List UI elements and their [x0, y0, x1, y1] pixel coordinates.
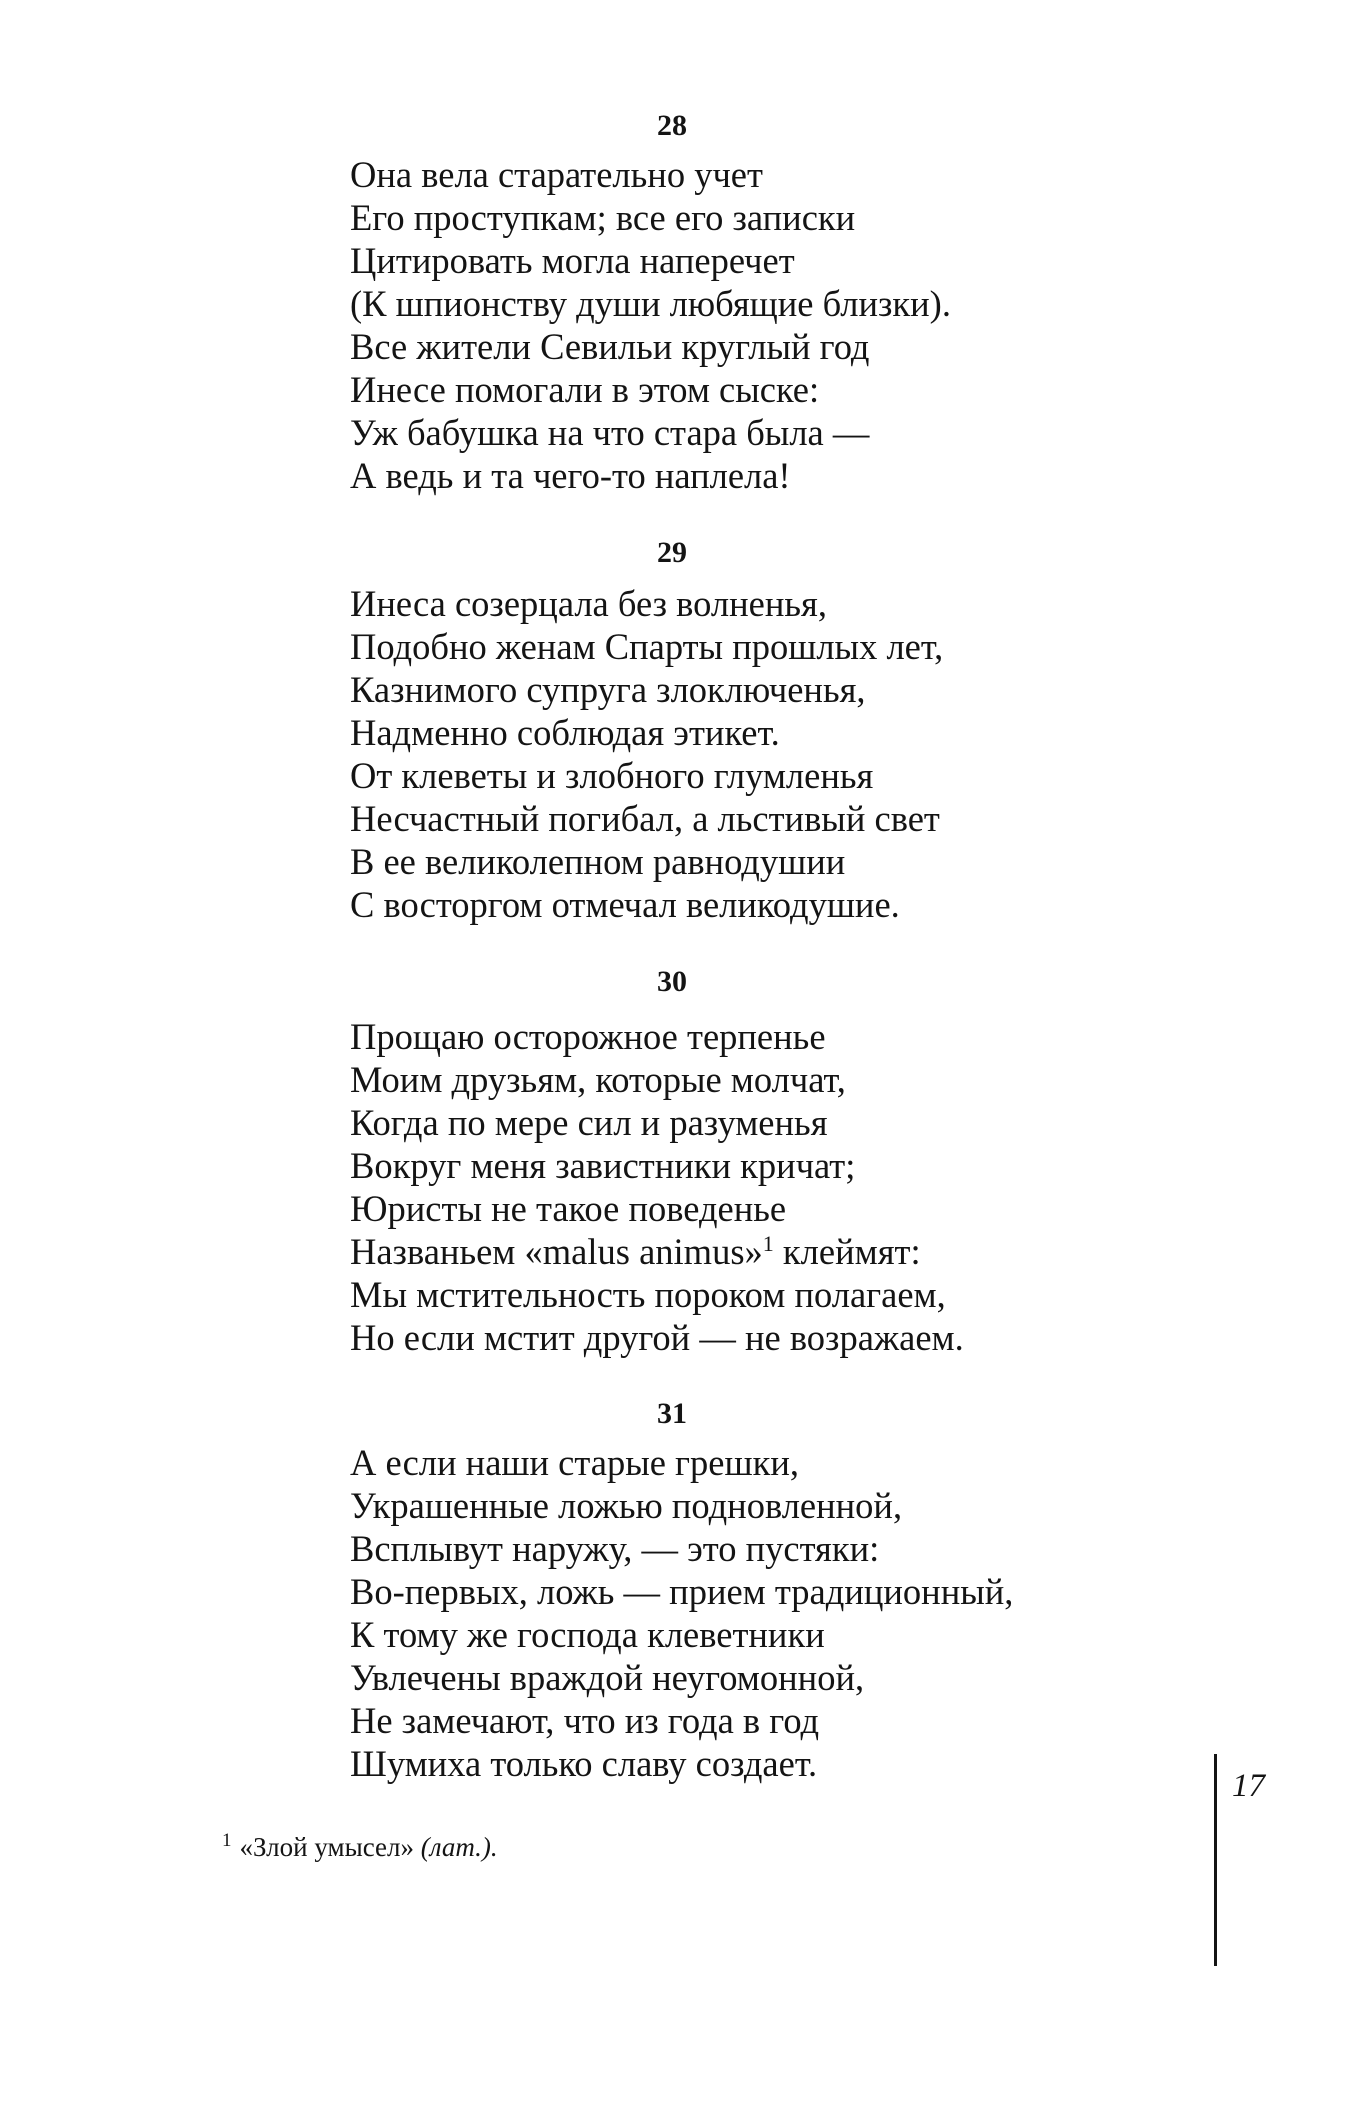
- verse-line: Шумиха только славу создает.: [350, 1743, 818, 1784]
- verse-line: (К шпионству души любящие близки).: [350, 283, 951, 324]
- stanza-31: [350, 1441, 1013, 1785]
- footnote-language-note: (лат.).: [420, 1832, 498, 1862]
- verse-line: Мы мстительность пороком полагаем,: [350, 1274, 946, 1315]
- stanza-number: 29: [657, 536, 687, 569]
- verse-line: Юристы не такое поведенье: [350, 1188, 787, 1229]
- stanza-28: [350, 153, 951, 497]
- verse-line: Но если мстит другой — не возражаем.: [350, 1317, 964, 1358]
- verse-line: От клеветы и злобного глумленья: [350, 755, 874, 796]
- verse-line: Не замечают, что из года в год: [350, 1700, 820, 1741]
- stanza-30: [350, 1015, 964, 1359]
- verse-line-tail: клеймят:: [773, 1231, 921, 1272]
- verse-line: Всплывут наружу, — это пустяки:: [350, 1528, 880, 1569]
- verse-line: Моим друзьям, которые молчат,: [350, 1059, 846, 1100]
- verse-line: Уж бабушка на что стара была —: [350, 412, 870, 453]
- footnote: [222, 1830, 498, 1864]
- verse-line: С восторгом отмечал великодушие.: [350, 884, 900, 925]
- verse-line: Она вела старательно учет: [350, 154, 763, 195]
- footnote-marker: 1: [222, 1830, 232, 1851]
- verse-line: Вокруг меня завистники кричат;: [350, 1145, 856, 1186]
- verse-line: Подобно женам Спарты прошлых лет,: [350, 626, 944, 667]
- verse-line: Во-первых, ложь — прием традиционный,: [350, 1571, 1014, 1612]
- verse-line: Инесе помогали в этом сыске:: [350, 369, 820, 410]
- page-number: 17: [1232, 1768, 1265, 1804]
- verse-line: А ведь и та чего-то наплела!: [350, 455, 791, 496]
- verse-line-text: Названьем «malus animus»: [350, 1231, 763, 1272]
- verse-line: Цитировать могла наперечет: [350, 240, 795, 281]
- stanza-number: 31: [657, 1397, 687, 1430]
- stanza-number: 28: [657, 109, 687, 142]
- verse-line: Надменно соблюдая этикет.: [350, 712, 780, 753]
- verse-line: Украшенные ложью подновленной,: [350, 1485, 903, 1526]
- verse-line: Его проступкам; все его записки: [350, 197, 856, 238]
- footnote-text: «Злой умысел»: [239, 1832, 421, 1862]
- verse-line: А если наши старые грешки,: [350, 1442, 799, 1483]
- verse-line: К тому же господа клеветники: [350, 1614, 825, 1655]
- verse-line: Увлечены враждой неугомонной,: [350, 1657, 865, 1698]
- page-number-rule: [1214, 1754, 1217, 1966]
- verse-line-with-footnote: [350, 1230, 964, 1273]
- verse-line: Когда по мере сил и разуменья: [350, 1102, 828, 1143]
- stanza-29: [350, 582, 943, 926]
- verse-line: В ее великолепном равнодушии: [350, 841, 846, 882]
- verse-line: Инеса созерцала без волненья,: [350, 583, 827, 624]
- verse-line: Прощаю осторожное терпенье: [350, 1016, 826, 1057]
- verse-line: Все жители Севильи круглый год: [350, 326, 870, 367]
- verse-line: Казнимого супруга злоключенья,: [350, 669, 866, 710]
- stanza-number: 30: [657, 965, 687, 998]
- verse-line: Несчастный погибал, а льстивый свет: [350, 798, 940, 839]
- footnote-reference: 1: [762, 1230, 774, 1256]
